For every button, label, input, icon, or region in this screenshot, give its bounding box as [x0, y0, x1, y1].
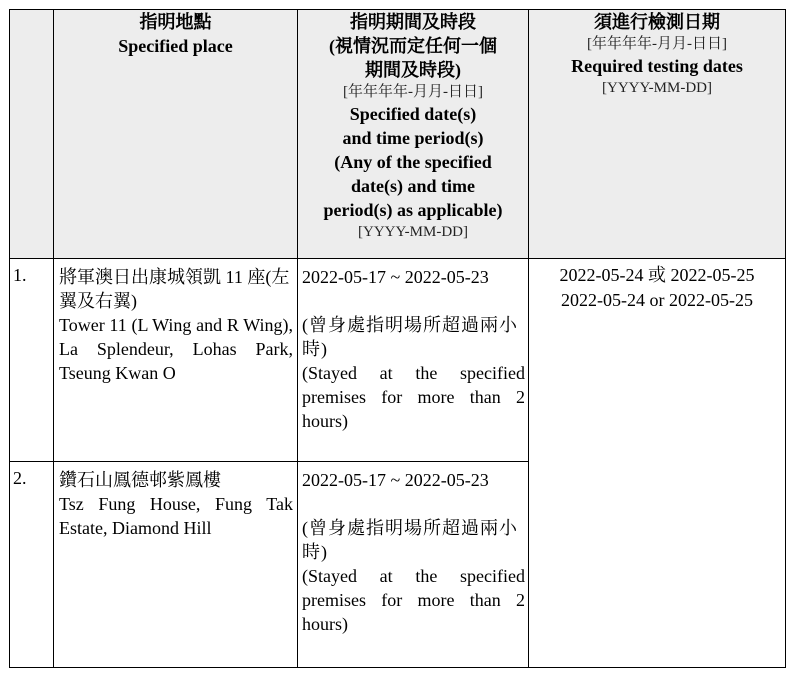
period-note-en: (Stayed at the specified premises for more than 2 hours): [302, 566, 525, 634]
header-place-en: Specified place: [118, 36, 233, 56]
period-note-en: (Stayed at the specified premises for more than 2 hours): [302, 363, 525, 431]
header-testing-en: Required testing dates: [571, 56, 743, 76]
header-period-en-3: (Any of the specified: [334, 152, 492, 172]
header-period-en-1: Specified date(s): [349, 104, 477, 124]
header-period-cell: [298, 10, 529, 259]
header-testing-cell: [529, 10, 786, 259]
testing-dates-zh: 2022-05-24 或 2022-05-25: [559, 265, 755, 285]
place-name-en: Tsz Fung House, Fung Tak Estate, Diamond Hill: [59, 494, 293, 538]
header-testing-zh: 須進行檢測日期: [594, 12, 720, 32]
place-name-zh: 鑽石山鳳德邨紫鳳樓: [59, 470, 221, 490]
header-row: [10, 10, 786, 259]
period-date: 2022-05-17 ~ 2022-05-23: [302, 267, 489, 287]
header-place-zh: 指明地點: [139, 12, 212, 32]
header-period-format-zh: [年年年年-月月-日日]: [343, 84, 483, 100]
header-period-zh-3: 期間及時段): [365, 60, 461, 80]
row-number: 1.: [10, 259, 54, 462]
header-number-cell: [10, 10, 54, 259]
table-row: [10, 259, 786, 462]
period-date: 2022-05-17 ~ 2022-05-23: [302, 470, 489, 490]
place-name-en: Tower 11 (L Wing and R Wing), La Splendeur, Lohas Park, Tseung Kwan O: [59, 315, 293, 383]
header-testing-format-zh: [年年年年-月月-日日]: [587, 36, 727, 52]
period-cell: [298, 462, 529, 668]
place-cell: [54, 462, 298, 668]
period-cell: [298, 259, 529, 462]
specified-places-table: [9, 9, 786, 668]
header-period-zh-2: (視情況而定任何一個: [329, 36, 497, 56]
row-number: 2.: [10, 462, 54, 668]
header-testing-format-en: [YYYY-MM-DD]: [602, 80, 712, 96]
header-place-cell: [54, 10, 298, 259]
header-period-en-2: and time period(s): [342, 128, 484, 148]
header-period-format-en: [YYYY-MM-DD]: [358, 224, 468, 240]
place-cell: [54, 259, 298, 462]
header-period-en-5: period(s) as applicable): [323, 200, 503, 220]
testing-dates-cell: [529, 259, 786, 668]
testing-dates-en: 2022-05-24 or 2022-05-25: [561, 290, 753, 310]
header-period-zh-1: 指明期間及時段: [350, 12, 476, 32]
header-period-en-4: date(s) and time: [351, 176, 475, 196]
period-note-zh: (曾身處指明場所超過兩小時): [302, 315, 518, 359]
place-name-zh: 將軍澳日出康城領凱 11 座(左翼及右翼): [59, 267, 290, 311]
period-note-zh: (曾身處指明場所超過兩小時): [302, 518, 518, 562]
